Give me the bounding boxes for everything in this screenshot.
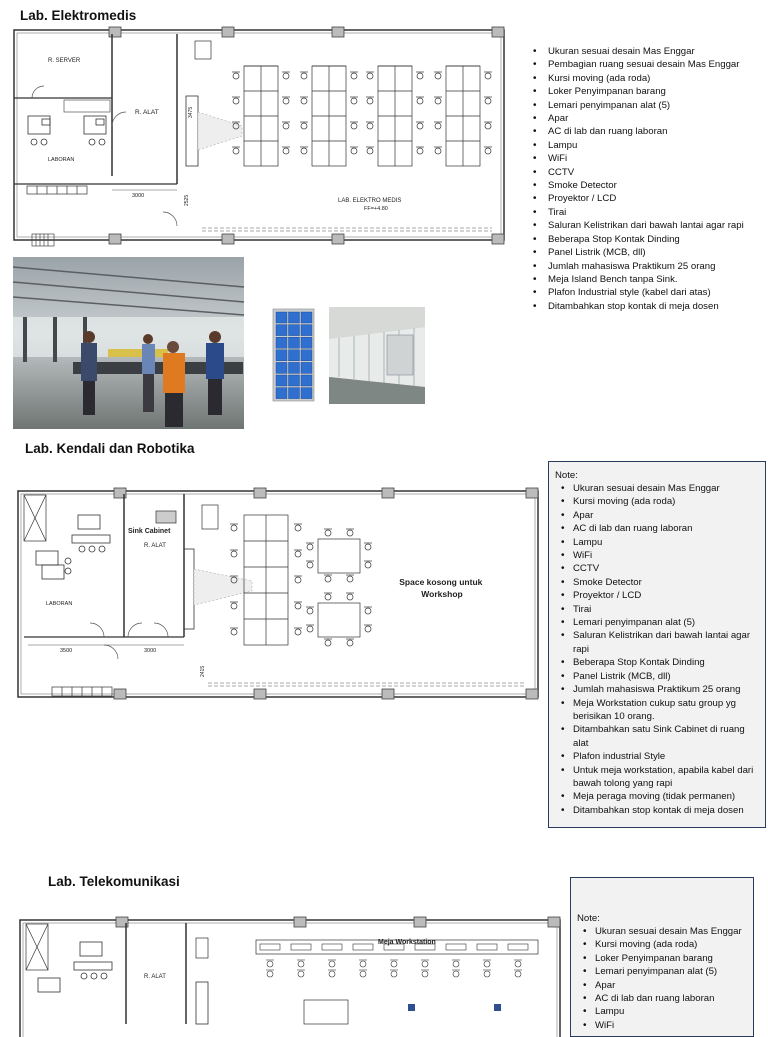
chair-icon — [422, 971, 428, 977]
section-title-robotika: Lab. Kendali dan Robotika — [25, 441, 195, 456]
note-item: • Meja Island Bench tanpa Sink. — [530, 273, 758, 286]
notes-list-elektromedis — [530, 45, 758, 313]
chair-icon — [347, 530, 353, 536]
note-item: • Apar — [530, 112, 758, 125]
chair-icon — [325, 594, 331, 600]
note-item: • Apar — [577, 979, 747, 992]
chair-icon — [298, 961, 304, 967]
note-item: • Panel Listrik (MCB, dll) — [555, 670, 759, 683]
chair-icon — [417, 98, 423, 104]
chair-icon — [295, 603, 301, 609]
chair-icon — [267, 961, 273, 967]
room-label-laboran: LABORAN — [48, 157, 75, 163]
chair-icon — [301, 98, 307, 104]
chair-icon — [365, 544, 371, 550]
chair-icon — [351, 98, 357, 104]
note-item: • Plafon industrial Style — [555, 750, 759, 763]
chair-icon — [367, 98, 373, 104]
chair-icon — [515, 961, 521, 967]
notes-list-robotika — [555, 482, 759, 817]
room-label-alat: R. ALAT — [144, 543, 166, 549]
locker-door — [276, 375, 287, 386]
note-item: • Kursi moving (ada roda) — [577, 938, 747, 951]
chair-icon — [231, 551, 237, 557]
note-item: • Lampu — [555, 536, 759, 549]
locker-door — [289, 350, 300, 361]
note-item: • Meja Workstation cukup satu group yg berisikan 10 orang. — [555, 697, 759, 724]
note-item: • Untuk meja workstation, apabila kabel dari bawah tolong yang rapi — [555, 764, 759, 791]
notes-panel-robotika — [548, 461, 766, 828]
chair-icon — [329, 971, 335, 977]
locker-door — [289, 325, 300, 336]
notes-title: Note: — [577, 913, 600, 924]
note-item: • Proyektor / LCD — [555, 589, 759, 602]
chair-icon — [231, 525, 237, 531]
chair-icon — [329, 961, 335, 967]
dimension-label: 2525 — [184, 194, 190, 206]
chair-icon — [283, 123, 289, 129]
chair-icon — [231, 603, 237, 609]
chair-icon — [365, 626, 371, 632]
chair-icon — [325, 530, 331, 536]
locker-door — [289, 362, 300, 373]
note-item: • Jumlah mahasiswa Praktikum 25 orang — [530, 260, 758, 273]
note-item: • Loker Penyimpanan barang — [577, 952, 747, 965]
chair-icon — [351, 123, 357, 129]
note-item: • Ditambahkan stop kontak di meja dosen — [555, 804, 759, 817]
photo-cabinets — [329, 307, 425, 404]
note-item: • CCTV — [530, 166, 758, 179]
workshop-space-label: Space kosong untuk Workshop — [399, 577, 483, 599]
locker-door — [289, 337, 300, 348]
note-item: • Proyektor / LCD — [530, 192, 758, 205]
room-label-alat: R. ALAT — [144, 974, 166, 980]
chair-icon — [485, 148, 491, 154]
chair-icon — [347, 594, 353, 600]
dimension-label: 3000 — [144, 648, 157, 654]
note-item: • Lemari penyimpanan alat (5) — [577, 965, 747, 978]
locker-door — [276, 325, 287, 336]
section-title-telekomunikasi: Lab. Telekomunikasi — [48, 874, 180, 889]
note-item: • Smoke Detector — [530, 179, 758, 192]
workstation-pc — [446, 944, 466, 950]
note-item: • Beberapa Stop Kontak Dinding — [555, 656, 759, 669]
note-item: • Pembagian ruang sesuai desain Mas Enggar — [530, 58, 758, 71]
note-item: • Ditambahkan stop kontak di meja dosen — [530, 300, 758, 313]
note-item: • WiFi — [577, 1019, 747, 1032]
chair-icon — [435, 73, 441, 79]
chair-icon — [360, 971, 366, 977]
locker-door — [276, 362, 287, 373]
note-item: • Saluran Kelistrikan dari bawah lantai agar rapi — [555, 629, 759, 656]
note-item: • Jumlah mahasiswa Praktikum 25 orang — [555, 683, 759, 696]
floor-plan-elektromedis — [12, 26, 512, 248]
chair-icon — [515, 971, 521, 977]
chair-icon — [351, 73, 357, 79]
chair-icon — [301, 148, 307, 154]
chair-icon — [233, 98, 239, 104]
chair-icon — [391, 961, 397, 967]
chair-icon — [484, 971, 490, 977]
locker-door — [276, 350, 287, 361]
locker-door — [301, 325, 312, 336]
notes-title: Note: — [555, 470, 578, 481]
chair-icon — [435, 148, 441, 154]
chair-icon — [295, 525, 301, 531]
workstation-pc — [322, 944, 342, 950]
chair-icon — [307, 608, 313, 614]
chair-icon — [367, 123, 373, 129]
chair-icon — [347, 640, 353, 646]
locker-door — [301, 362, 312, 373]
chair-icon — [485, 123, 491, 129]
workstation-pc — [477, 944, 497, 950]
chair-icon — [233, 73, 239, 79]
chair-icon — [367, 148, 373, 154]
chair-icon — [484, 961, 490, 967]
note-item: • Kursi moving (ada roda) — [530, 72, 758, 85]
notes-list-telekomunikasi — [577, 925, 747, 1032]
room-label-sink-cabinet: Sink Cabinet — [128, 528, 171, 535]
chair-icon — [365, 608, 371, 614]
chair-icon — [295, 629, 301, 635]
chair-icon — [351, 148, 357, 154]
floor-level-label: FF=+4.80 — [364, 206, 388, 212]
chair-icon — [307, 562, 313, 568]
workstation-pc — [508, 944, 528, 950]
chair-icon — [283, 73, 289, 79]
locker-door — [276, 337, 287, 348]
locker-door — [301, 337, 312, 348]
locker-door — [289, 312, 300, 323]
note-item: • Panel Listrik (MCB, dll) — [530, 246, 758, 259]
chair-icon — [301, 123, 307, 129]
chair-icon — [267, 971, 273, 977]
workstation-pc — [260, 944, 280, 950]
note-item: • Lemari penyimpanan alat (5) — [555, 616, 759, 629]
locker-door — [301, 375, 312, 386]
locker-door — [276, 312, 287, 323]
note-item: • Meja peraga moving (tidak permanen) — [555, 790, 759, 803]
chair-icon — [453, 961, 459, 967]
photo-lab-visit — [13, 257, 244, 429]
note-item: • Tirai — [555, 603, 759, 616]
chair-icon — [307, 544, 313, 550]
chair-icon — [453, 971, 459, 977]
workstation-label: Meja Workstation — [378, 939, 436, 946]
chair-icon — [325, 576, 331, 582]
floor-plan-telekomunikasi — [10, 912, 565, 1024]
note-item: • Smoke Detector — [555, 576, 759, 589]
chair-icon — [485, 73, 491, 79]
note-item: • Ukuran sesuai desain Mas Enggar — [555, 482, 759, 495]
notes-panel-telekomunikasi — [570, 877, 754, 1037]
chair-icon — [298, 971, 304, 977]
chair-icon — [347, 576, 353, 582]
chair-icon — [231, 629, 237, 635]
chair-icon — [307, 626, 313, 632]
chair-icon — [283, 148, 289, 154]
chair-icon — [283, 98, 289, 104]
workstation-pc — [291, 944, 311, 950]
note-item: • Lampu — [577, 1005, 747, 1018]
dimension-label: 3500 — [60, 648, 73, 654]
chair-icon — [365, 562, 371, 568]
locker-door — [301, 350, 312, 361]
chair-icon — [325, 640, 331, 646]
chair-icon — [422, 961, 428, 967]
chair-icon — [435, 98, 441, 104]
note-item: • Apar — [555, 509, 759, 522]
note-item: • Lampu — [530, 139, 758, 152]
chair-icon — [295, 577, 301, 583]
locker-door — [301, 388, 312, 399]
note-item: • Ukuran sesuai desain Mas Enggar — [530, 45, 758, 58]
note-item: • WiFi — [555, 549, 759, 562]
note-item: • Saluran Kelistrikan dari bawah lantai agar rapi — [530, 219, 758, 232]
dimension-label: 2415 — [200, 665, 206, 677]
chair-icon — [301, 73, 307, 79]
note-item: • Loker Penyimpanan barang — [530, 85, 758, 98]
note-item: • Ukuran sesuai desain Mas Enggar — [577, 925, 747, 938]
chair-icon — [417, 148, 423, 154]
chair-icon — [233, 148, 239, 154]
dimension-label: 3475 — [188, 106, 194, 118]
section-title-elektromedis: Lab. Elektromedis — [20, 8, 137, 23]
chair-icon — [417, 123, 423, 129]
room-label-laboran: LABORAN — [46, 601, 73, 607]
chair-icon — [367, 73, 373, 79]
room-label-alat: R. ALAT — [135, 109, 159, 116]
room-label-lab: LAB. ELEKTRO MEDIS — [338, 198, 402, 204]
note-item: • AC di lab dan ruang laboran — [530, 125, 758, 138]
note-item: • Plafon Industrial style (kabel dari atas) — [530, 286, 758, 299]
note-item: • WiFi — [530, 152, 758, 165]
floor-plan-robotika — [8, 485, 543, 707]
chair-icon — [485, 98, 491, 104]
room-label-server: R. SERVER — [48, 58, 81, 64]
locker-door — [276, 388, 287, 399]
chair-icon — [435, 123, 441, 129]
chair-icon — [295, 551, 301, 557]
locker-door — [301, 312, 312, 323]
locker-door — [289, 388, 300, 399]
note-item: • Ditambahkan satu Sink Cabinet di ruang alat — [555, 723, 759, 750]
note-item: • Tirai — [530, 206, 758, 219]
locker-door — [289, 375, 300, 386]
workstation-pc — [353, 944, 373, 950]
note-item: • CCTV — [555, 562, 759, 575]
note-item: • AC di lab dan ruang laboran — [555, 522, 759, 535]
dimension-label: 3000 — [132, 193, 145, 199]
note-item: • Lemari penyimpanan alat (5) — [530, 99, 758, 112]
photo-lockers — [271, 307, 316, 403]
note-item: • Beberapa Stop Kontak Dinding — [530, 233, 758, 246]
note-item: • AC di lab dan ruang laboran — [577, 992, 747, 1005]
note-item: • Kursi moving (ada roda) — [555, 495, 759, 508]
chair-icon — [360, 961, 366, 967]
chair-icon — [391, 971, 397, 977]
chair-icon — [417, 73, 423, 79]
